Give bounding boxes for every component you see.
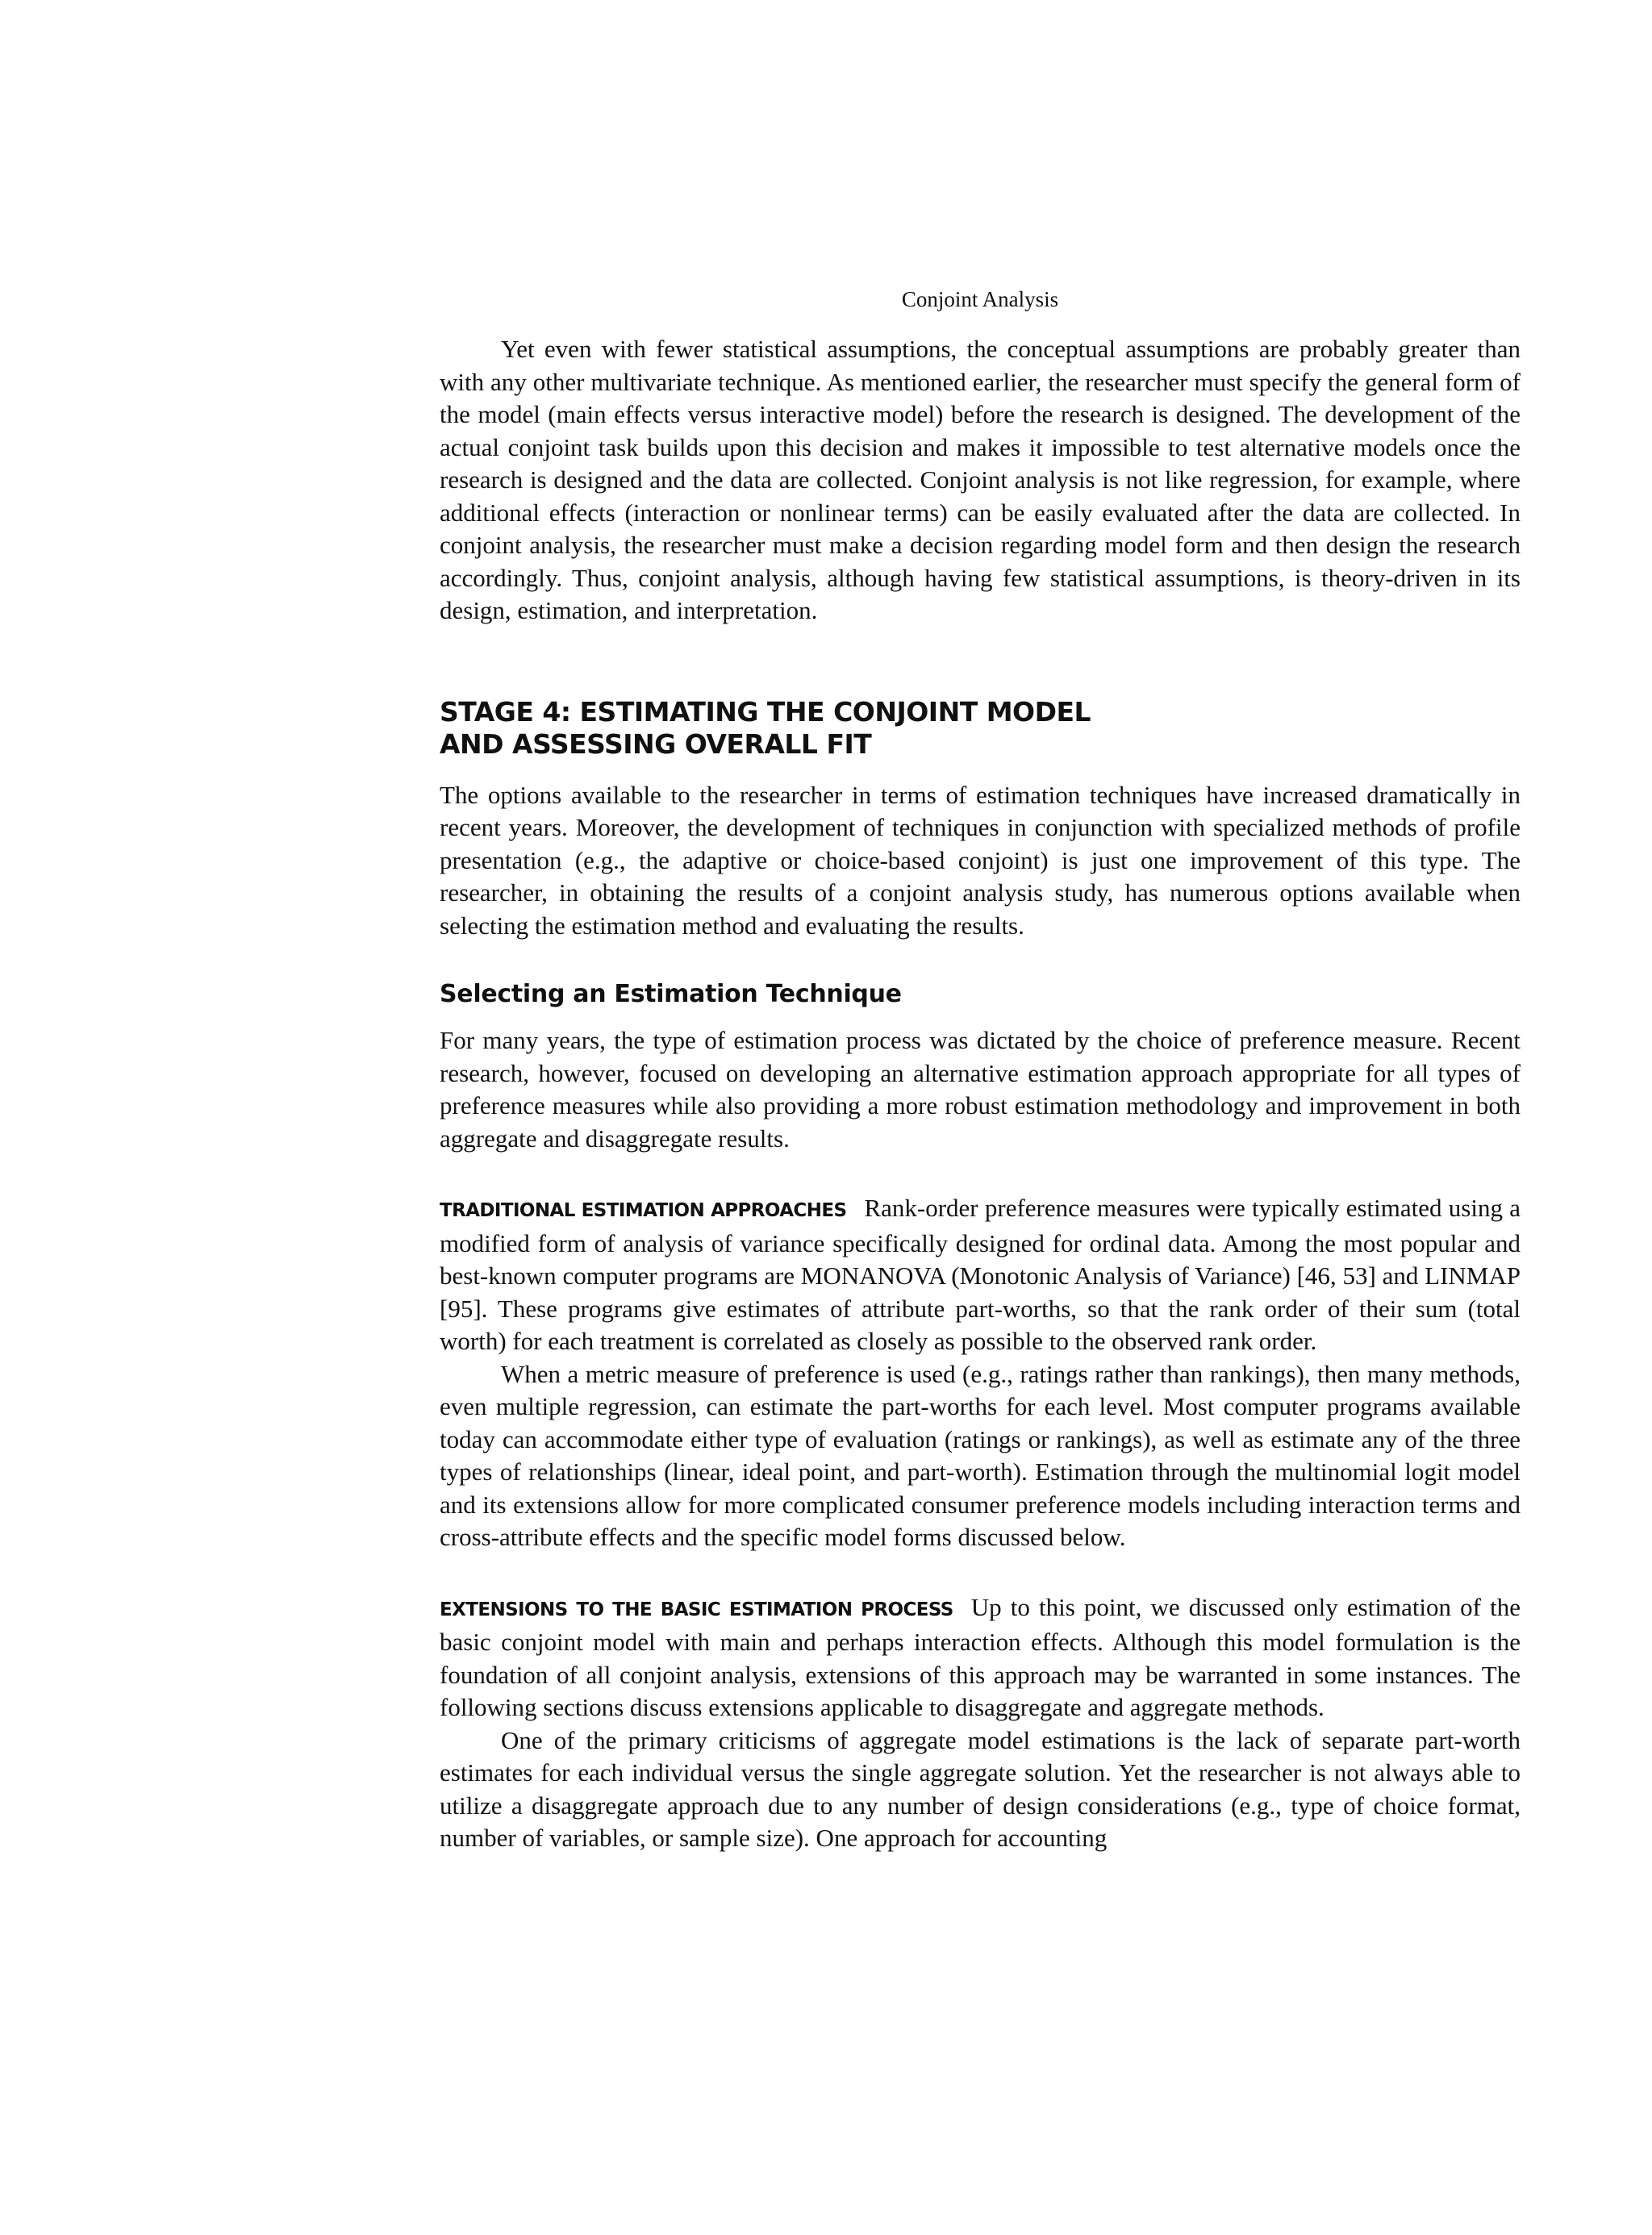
- traditional-subsection: [440, 1192, 1521, 1554]
- traditional-paragraph-1-text: Rank-order preference measures were typically estimated using a modified form of analysis of variance specifically designed for ordinal data. Among the most popular and best-known computer programs are MONANOVA (Monotonic Analysis of Variance) [46, 53] and LINMAP [95]. These programs give estimates of attribute part-worths, so that the rank order of their sum (total worth) for each treatment is correlated as closely as possible to the observed rank order.: [440, 1194, 1521, 1355]
- section-heading: Selecting an Estimation Technique: [440, 980, 902, 1008]
- extensions-paragraph-1-text: Up to this point, we discussed only estimation of the basic conjoint model with main and perhaps interaction effects. Although this model formulation is the foundation of all conjoint analysis, extensions of this approach may be warranted in some instances. The following sections discuss extensions applicable to disaggregate and aggregate methods.: [440, 1592, 1521, 1721]
- traditional-paragraph-2: When a metric measure of preference is used (e.g., ratings rather than rankings), then many methods, even multiple regression, can estimate the part-worths for each level. Most computer programs available today can accommodate either type of evaluation (ratings or rankings), as well as estimate any of the three types of relationships (linear, ideal point, and part-worth). Estimation through the multinomial logit model and its extensions allow for more complicated consumer preference models including interaction terms and cross-attribute effects and the specific model forms discussed below.: [440, 1359, 1521, 1551]
- traditional-paragraph-1: [440, 1192, 1521, 1358]
- stage-heading: [440, 696, 1521, 761]
- document-page: [440, 286, 1521, 1855]
- intro-paragraph: Yet even with fewer statistical assumptions, the conceptual assumptions are probably greater than with any other multivariate technique. As mentioned earlier, the researcher must specify the general form of the model (main effects versus interactive model) before the research is designed. The development of the actual conjoint task builds upon this decision and makes it impossible to test alternative models once the research is designed and the data are collected. Conjoint analysis is not like regression, for example, where additional effects (interaction or nonlinear terms) can be easily evaluated after the data are collected. In conjoint analysis, the researcher must make a decision regarding model form and then design the research accordingly. Thus, conjoint analysis, although having few statistical assumptions, is theory-driven in its design, estimation, and interpretation.: [440, 335, 1521, 624]
- section-paragraph: For many years, the type of estimation process was dictated by the choice of preference measure. Recent research, however, focused on developing an alternative estimation approach appropriate for all types of preference measures while also providing a more robust estimation methodology and improvement in both aggregate and disaggregate results.: [440, 1026, 1521, 1153]
- stage-heading-line-2: AND ASSESSING OVERALL FIT: [440, 728, 872, 760]
- extensions-paragraph-1: [440, 1591, 1521, 1724]
- stage-paragraph: The options available to the researcher in terms of estimation techniques have increased dramatically in recent years. Moreover, the development of techniques in conjunction with specialized methods of profile presentation (e.g., the adaptive or choice-based conjoint) is just one improvement of this type. The researcher, in obtaining the results of a conjoint analysis study, has numerous options available when selecting the estimation method and evaluating the results.: [440, 780, 1521, 940]
- stage-heading-line-1: STAGE 4: ESTIMATING THE CONJOINT MODEL: [440, 695, 1091, 728]
- extensions-paragraph-2: One of the primary criticisms of aggregate model estimations is the lack of separate part-worth estimates for each individual versus the single aggregate solution. Yet the researcher is not always able to utilize a disaggregate approach due to any number of design considerations (e.g., type of choice format, number of variables, or sample size). One approach for accounting: [440, 1725, 1521, 1852]
- traditional-heading: TRADITIONAL ESTIMATION APPROACHES: [440, 1200, 847, 1221]
- running-head: Conjoint Analysis: [901, 287, 1059, 311]
- extensions-heading: EXTENSIONS TO THE BASIC ESTIMATION PROCESS: [440, 1599, 953, 1620]
- extensions-subsection: [440, 1591, 1521, 1855]
